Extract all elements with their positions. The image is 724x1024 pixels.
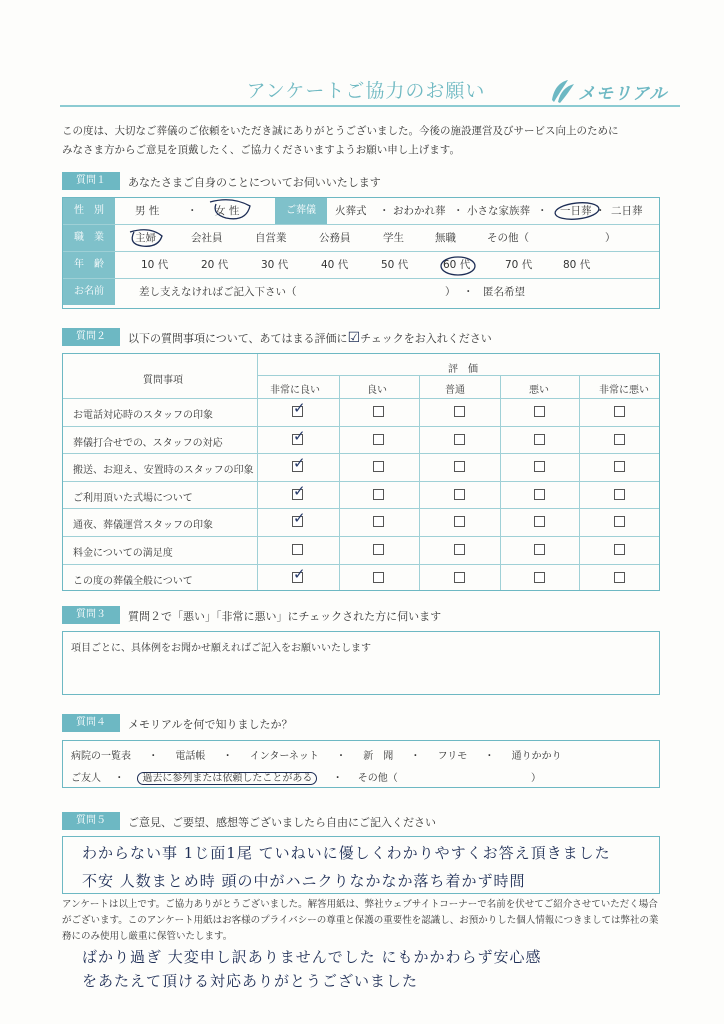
funeral-separator: ・: [537, 205, 548, 217]
job-option[interactable]: 会社員: [191, 232, 223, 244]
anonymous-option[interactable]: 匿名希望: [483, 286, 525, 298]
question-4-text: メモリアルを何で知りましたか？: [128, 718, 293, 731]
col-divider: [257, 354, 258, 590]
job-option-selected[interactable]: 主婦: [135, 232, 156, 244]
rating-checkbox[interactable]: [614, 461, 625, 472]
funeral-option[interactable]: おわかれ葬: [393, 205, 446, 217]
rating-checkbox[interactable]: [373, 544, 384, 555]
rating-row-label: 搬送、お迎え、安置時のスタッフの印象: [73, 465, 254, 477]
question-3-text: 質問２で「悪い」「非常に悪い」にチェックされた方に伺います: [128, 610, 442, 623]
age-row: [63, 252, 659, 279]
rating-checkbox[interactable]: [534, 461, 545, 472]
source-options-box: [62, 740, 660, 788]
name-separator: ・: [463, 286, 474, 298]
handwritten-comment: わからない事 1じ面1尾 ていねいに優しくわかりやすくお答え頂きました: [82, 844, 611, 862]
rating-checkbox[interactable]: [373, 406, 384, 417]
job-option[interactable]: 公務員: [319, 232, 351, 244]
funeral-label: ご葬儀: [275, 198, 327, 224]
logo-text: メモリアル: [578, 84, 668, 104]
memorial-logo: [548, 78, 678, 104]
funeral-separator: ・: [595, 205, 606, 217]
q3-box-prompt: 項目ごとに、具体例をお聞かせ願えればご記入をお願いいたします: [71, 643, 371, 654]
age-option[interactable]: 80 代: [563, 259, 591, 271]
row-divider: [63, 453, 659, 454]
rating-checkbox[interactable]: [454, 461, 465, 472]
row-divider: [63, 508, 659, 509]
question-2-text-before: 以下の質問事項について、あてはまる評価に: [128, 332, 348, 345]
rating-checkbox[interactable]: [614, 544, 625, 555]
source-line-1: [71, 747, 562, 762]
rating-checkbox[interactable]: [614, 406, 625, 417]
row-divider: [63, 564, 659, 565]
rating-checkbox[interactable]: [534, 572, 545, 583]
rating-checkbox[interactable]: [534, 516, 545, 527]
rating-checkbox[interactable]: [614, 434, 625, 445]
source-option[interactable]: フリモ: [437, 751, 468, 762]
rating-checkbox[interactable]: [373, 434, 384, 445]
job-option-other[interactable]: その他（: [487, 232, 529, 244]
rating-header: 普通: [445, 385, 465, 396]
source-separator: ・: [484, 751, 495, 762]
question-2-text-after: チェックをお入れください: [360, 332, 492, 345]
question-3-tag: 質問３: [62, 606, 120, 624]
rating-checkbox[interactable]: [534, 406, 545, 417]
source-line-2: [71, 769, 541, 784]
rating-header: 良い: [367, 385, 387, 396]
funeral-separator: ・: [379, 205, 390, 217]
rating-checkbox[interactable]: [454, 516, 465, 527]
question-2-text: [128, 330, 492, 346]
col-header-eval: 評 価: [448, 364, 478, 375]
intro-line: この度は、大切なご葬儀のご依頼をいただき誠にありがとうございました。今後の施設運営及びサービス向上のために: [62, 125, 619, 137]
job-label: 職 業: [63, 225, 115, 251]
gender-separator: ・: [187, 205, 198, 217]
checkmark-icon: ✓: [293, 426, 306, 445]
gender-female[interactable]: 女 性: [215, 205, 240, 217]
rating-header: 悪い: [529, 385, 549, 396]
checkmark-icon: ✓: [293, 509, 306, 528]
col-divider: [419, 375, 420, 590]
name-prompt: 差し支えなければご記入下さい（: [139, 286, 297, 298]
checkmark-icon: ✓: [293, 564, 306, 583]
rating-row-label: この度の葬儀全般について: [73, 575, 193, 587]
checkmark-icon: ✓: [293, 399, 306, 417]
footer-line: アンケートは以上です。ご協力ありがとうございました。解答用紙は、弊社ウェブサイトコーナーで名前を伏せてご紹介させていただく場合: [62, 899, 658, 910]
source-option[interactable]: 電話帳: [175, 751, 206, 762]
funeral-option[interactable]: 二日葬: [611, 205, 643, 217]
rating-checkbox[interactable]: [454, 406, 465, 417]
source-option[interactable]: ご友人: [71, 773, 101, 784]
age-option-selected[interactable]: 60 代: [443, 259, 471, 271]
leaf-logo-icon: [548, 78, 576, 104]
job-other-close: ）: [605, 232, 616, 244]
header-divider: [257, 375, 659, 376]
question-5-tag: 質問５: [62, 812, 120, 830]
rating-row-label: ご利用頂いた式場について: [73, 492, 193, 504]
rating-header: 非常に悪い: [599, 385, 649, 396]
age-option[interactable]: 10 代: [141, 259, 169, 271]
page-title: アンケートご協力のお願い: [246, 80, 486, 102]
rating-checkbox[interactable]: [292, 544, 303, 555]
source-separator: ・: [148, 751, 159, 762]
name-row: [63, 279, 659, 306]
col-divider: [500, 375, 501, 590]
source-separator: ・: [222, 751, 233, 762]
source-separator: ・: [332, 773, 343, 784]
rating-checkbox[interactable]: [614, 516, 625, 527]
rating-checkbox[interactable]: [373, 461, 384, 472]
rating-row-label: 通夜、葬儀運営スタッフの印象: [73, 520, 213, 532]
title-divider: [60, 105, 680, 107]
col-divider: [579, 375, 580, 590]
gender-male[interactable]: 男 性: [135, 205, 160, 217]
intro-text: [62, 122, 682, 160]
rating-header: 非常に良い: [270, 385, 320, 396]
gender-label: 性 別: [63, 198, 115, 224]
rating-row-label: お電話対応時のスタッフの印象: [73, 410, 213, 421]
intro-line: みなさま方からご意見を頂戴したく、ご協力くださいますようお願い申し上げます。: [62, 144, 460, 156]
source-separator: ・: [114, 773, 125, 784]
job-option[interactable]: 学生: [383, 232, 404, 244]
comment-box-q3[interactable]: [62, 631, 660, 695]
funeral-separator: ・: [453, 205, 464, 217]
age-option[interactable]: 50 代: [381, 259, 409, 271]
question-1-tag: 質問１: [62, 172, 120, 190]
rating-checkbox[interactable]: [614, 572, 625, 583]
name-close: ）: [445, 286, 456, 298]
source-option-selected[interactable]: 過去に参列または依頼したことがある: [137, 772, 317, 785]
rating-checkbox[interactable]: [454, 489, 465, 500]
source-option[interactable]: 病院の一覧表: [71, 751, 131, 762]
checkmark-icon: ✓: [293, 481, 306, 500]
handwritten-comment: ばかり過ぎ 大変申し訳ありませんでした にもかかわらず安心感: [82, 948, 542, 966]
handwritten-comment: をあたえて頂ける対応ありがとうございました: [82, 972, 419, 990]
handwritten-comment: 不安 人数まとめ時 頭の中がハニクりなかなか落ち着かず時間: [82, 872, 526, 890]
source-other-close: ）: [530, 773, 541, 784]
source-separator: ・: [410, 751, 421, 762]
profile-grid: [62, 197, 660, 309]
footer-line: 務にのみ使用し厳重に保管いたします。: [62, 931, 233, 942]
col-divider: [339, 375, 340, 590]
rating-checkbox[interactable]: [454, 544, 465, 555]
rating-row-label: 葬儀打合せでの、スタッフの対応: [73, 437, 223, 449]
rating-checkbox[interactable]: [454, 572, 465, 583]
row-divider: [63, 481, 659, 482]
rating-table: [62, 353, 660, 591]
source-option-other[interactable]: その他（: [357, 773, 398, 784]
job-row: [63, 225, 659, 252]
col-header-item: 質問事項: [143, 375, 183, 386]
question-5-text: ご意見、ご要望、感想等ございましたら自由にご記入ください: [128, 816, 436, 829]
age-option[interactable]: 30 代: [261, 259, 289, 271]
question-1-text: あなたさまご自身のことについてお伺いいたします: [128, 176, 381, 189]
age-option[interactable]: 70 代: [505, 259, 533, 271]
name-label: お名前: [63, 279, 115, 305]
age-option[interactable]: 20 代: [201, 259, 229, 271]
job-option[interactable]: 無職: [435, 232, 456, 244]
rating-row-label: 料金についての満足度: [73, 548, 173, 559]
rating-checkbox[interactable]: [534, 489, 545, 500]
source-option[interactable]: 新 聞: [363, 751, 394, 762]
funeral-option-selected[interactable]: 一日葬: [560, 205, 592, 217]
footer-note: [62, 897, 682, 945]
age-label: 年 齢: [63, 252, 115, 278]
rating-checkbox[interactable]: [534, 434, 545, 445]
source-option[interactable]: 通りかかり: [511, 751, 562, 762]
check-mark-icon: ☑: [347, 330, 361, 346]
rating-checkbox[interactable]: [534, 544, 545, 555]
footer-line: がございます。このアンケート用紙はお客様のプライバシーの尊重と保護の重要性を認識し、お預かりした個人情報につきましては弊社の業: [62, 915, 659, 926]
source-separator: ・: [336, 751, 347, 762]
question-4-tag: 質問４: [62, 714, 120, 732]
rating-checkbox[interactable]: [454, 434, 465, 445]
source-option[interactable]: インターネット: [249, 751, 319, 762]
question-2-tag: 質問２: [62, 328, 120, 346]
rating-checkbox[interactable]: [373, 489, 384, 500]
funeral-option[interactable]: 小さな家族葬: [467, 205, 530, 217]
rating-checkbox[interactable]: [614, 489, 625, 500]
age-option[interactable]: 40 代: [321, 259, 349, 271]
funeral-option[interactable]: 火葬式: [335, 205, 367, 217]
job-option[interactable]: 自営業: [255, 232, 287, 244]
row-divider: [63, 426, 659, 427]
gender-funeral-row: [63, 198, 659, 225]
checkmark-icon: ✓: [293, 454, 306, 473]
rating-checkbox[interactable]: [373, 516, 384, 527]
rating-checkbox[interactable]: [373, 572, 384, 583]
row-divider: [63, 536, 659, 537]
row-divider: [63, 398, 659, 399]
